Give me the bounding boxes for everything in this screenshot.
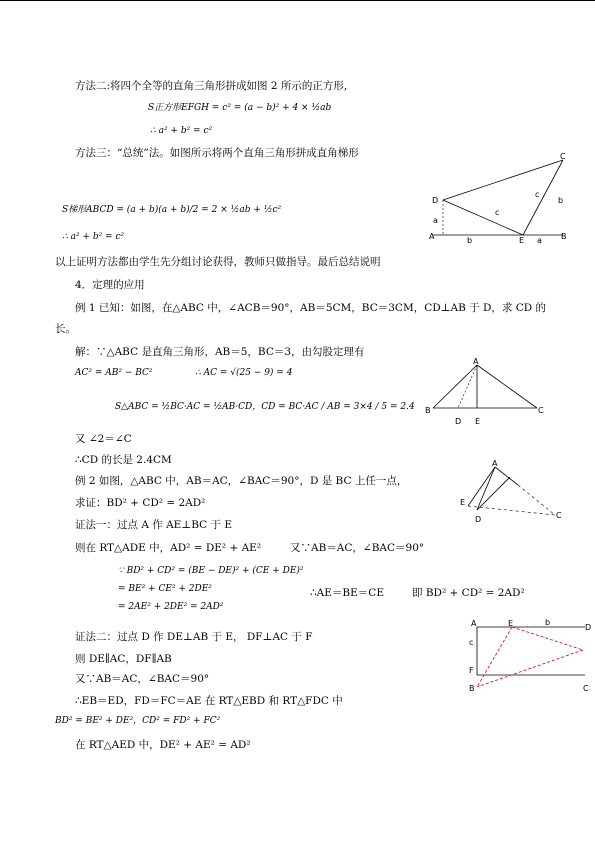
- fig-label: D: [455, 417, 462, 426]
- proof1-equation-1: ∵ BD² + CD² = (BE − DE)² + (CE + DE)²: [118, 566, 304, 576]
- fig-label: C: [583, 684, 589, 693]
- summary-text: 以上证明方法都由学生先分组讨论获得，教师只做指导。最后总结说明: [55, 256, 381, 268]
- fig-label: B: [561, 232, 567, 241]
- proof1-intro: 证法一：过点 A 作 AE⊥BC 于 E: [75, 519, 233, 531]
- fig-label: A: [429, 232, 435, 241]
- example1-solution: 解：∵△ABC 是直角三角形，AB＝5，BC＝3，由勾股定理有: [75, 346, 365, 358]
- proof2-final: 在 RT△AED 中，DE² + AE² = AD²: [75, 739, 251, 751]
- fig-label: F: [469, 666, 474, 675]
- example1-equation-1a: AC² = AB² − BC²: [75, 368, 153, 378]
- proof1-equation-3: = 2AE² + 2DE² = 2AD²: [118, 602, 224, 612]
- section-heading: 4．定理的应用: [75, 279, 145, 291]
- fig-label: A: [473, 357, 479, 366]
- fig-label: b: [545, 618, 551, 627]
- fig-label: c: [535, 190, 540, 199]
- method3-equation-1: S梯形ABCD = (a + b)(a + b)/2 = 2 × ½ab + ½c²: [62, 205, 282, 215]
- fig-label: C: [556, 511, 562, 520]
- example1-equation-1b: ∴ AC = √(25 − 9) = 4: [195, 368, 293, 378]
- fig-label: b: [467, 236, 473, 245]
- fig-label: E: [508, 619, 514, 628]
- fig-label: E: [519, 236, 525, 245]
- method2-equation-1: S正方形EFGH = c² = (a − b)² + 4 × ½ab: [148, 103, 332, 113]
- proof2-step3: ∴EB＝ED，FD＝FC＝AE 在 RT△EBD 和 RT△FDC 中: [75, 695, 343, 707]
- page-top-border: [0, 0, 595, 1]
- example1-figure: [425, 357, 550, 430]
- fig-label: D: [432, 196, 439, 205]
- proof2-equation: BD² = BE² + DE²，CD² = FD² + FC²: [55, 716, 221, 726]
- method2-equation-2: ∴ a² + b² = c²: [150, 126, 213, 136]
- method3-text: 方法三：“总统”法。如图所示将两个直角三角形拼成直角梯形: [75, 147, 359, 159]
- trapezoid-figure: [425, 152, 575, 245]
- example2-statement: 例 2 如图，△ABC 中，AB＝AC，∠BAC＝90°，D 是 BC 上任一点，: [75, 475, 408, 487]
- example2-figure-2: [465, 615, 590, 695]
- fig-label: C: [560, 152, 566, 161]
- example1-statement: 例 1 已知：如图，在△ABC 中，∠ACB＝90°，AB＝5CM，BC＝3CM，CD⊥AB 于 D，求 CD 的: [75, 302, 547, 314]
- example2-figure-1: [440, 460, 570, 525]
- fig-label: c: [495, 208, 500, 217]
- method2-text: 方法二:将四个全等的直角三角形拼成如图 2 所示的正方形,: [75, 80, 348, 92]
- fig-label: a: [433, 216, 438, 225]
- fig-label: E: [460, 498, 466, 507]
- example1-angle: 又 ∠2＝∠C: [75, 433, 132, 445]
- example1-equation-2: S△ABC = ½BC·AC = ½AB·CD，CD = BC·AC / AB = 3×4 / 5 = 2.4: [115, 402, 415, 412]
- proof1-step1: 则在 RT△ADE 中，AD² = DE² + AE²: [75, 542, 262, 554]
- example1-result: ∴CD 的长是 2.4CM: [75, 454, 172, 466]
- proof2-step2: 又∵AB＝AC，∠BAC＝90°: [75, 673, 210, 685]
- example1-statement-cont: 长。: [55, 323, 76, 335]
- fig-label: c: [469, 638, 474, 647]
- fig-label: A: [471, 619, 477, 628]
- proof2-intro: 证法二：过点 D 作 DE⊥AB 于 E， DF⊥AC 于 F: [75, 631, 313, 643]
- proof1-conclusion: 即 BD² + CD² = 2AD²: [412, 587, 525, 599]
- method3-equation-2: ∴ a² + b² = c²: [62, 232, 125, 242]
- fig-label: B: [425, 406, 431, 415]
- fig-label: D: [585, 623, 592, 632]
- fig-label: D: [475, 515, 482, 524]
- fig-label: B: [469, 684, 475, 693]
- proof1-middle: ∴AE＝BE＝CE: [310, 587, 385, 599]
- fig-label: E: [475, 417, 481, 426]
- proof2-step1: 则 DE∥AC，DF∥AB: [75, 653, 172, 665]
- fig-label: b: [558, 196, 564, 205]
- fig-label: A: [492, 459, 498, 468]
- proof1-step2: 又∵AB＝AC，∠BAC＝90°: [290, 542, 425, 554]
- proof1-equation-2: = BE² + CE² + 2DE²: [118, 584, 212, 594]
- fig-label: a: [537, 236, 542, 245]
- fig-label: C: [538, 406, 544, 415]
- example2-goal: 求证：BD² + CD² = 2AD²: [75, 497, 206, 509]
